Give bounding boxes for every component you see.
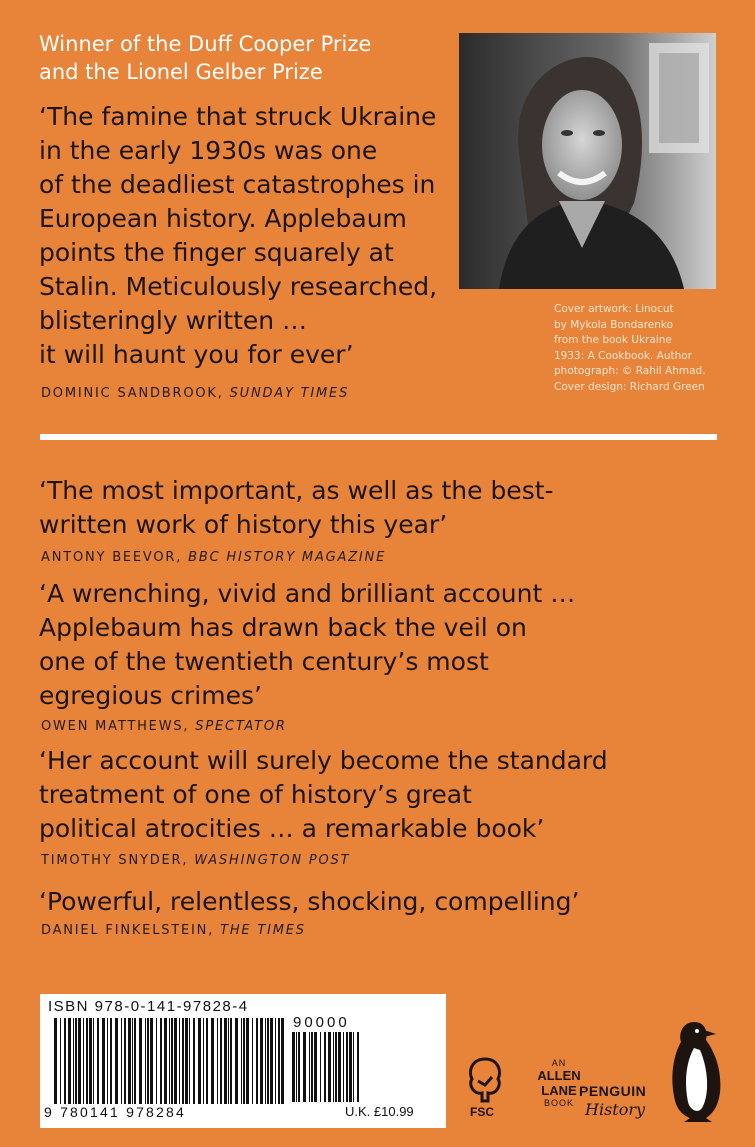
barcode-bar bbox=[320, 1032, 321, 1102]
barcode-bar bbox=[54, 1018, 57, 1104]
barcode-bar bbox=[93, 1018, 94, 1104]
barcode-bar bbox=[324, 1032, 326, 1102]
attribution-author: TIMOTHY SNYDER, bbox=[41, 853, 189, 868]
barcode-bar bbox=[217, 1018, 218, 1104]
section-divider bbox=[40, 434, 717, 440]
barcode-bar bbox=[296, 1032, 297, 1102]
quote-line: ‘A wrenching, vivid and brilliant account … bbox=[39, 579, 576, 608]
quote-attribution-5 bbox=[41, 923, 306, 938]
attribution-source: BBC HISTORY MAGAZINE bbox=[188, 550, 387, 565]
barcode-bar bbox=[246, 1018, 249, 1104]
quote-line: Applebaum has drawn back the veil on bbox=[39, 613, 527, 642]
quote-line: blisteringly written … bbox=[39, 306, 308, 335]
quote-line: it will haunt you for ever’ bbox=[39, 340, 354, 369]
award-heading bbox=[39, 30, 449, 86]
barcode-bar bbox=[278, 1018, 280, 1104]
barcode-bar bbox=[128, 1018, 131, 1104]
barcode-bar bbox=[86, 1018, 88, 1104]
barcode-bar bbox=[64, 1018, 66, 1104]
review-quote-5 bbox=[39, 885, 579, 919]
barcode-bar bbox=[150, 1018, 153, 1104]
barcode-bar bbox=[346, 1032, 348, 1102]
quote-line: written work of history this year’ bbox=[39, 510, 448, 539]
quote-line: treatment of one of history’s great bbox=[39, 780, 472, 809]
barcode-bar bbox=[124, 1018, 126, 1104]
award-line: Winner of the Duff Cooper Prize bbox=[39, 32, 372, 56]
barcode-bar bbox=[89, 1018, 92, 1104]
quote-line: in the early 1930s was one bbox=[39, 136, 378, 165]
award-line: and the Lionel Gelber Prize bbox=[39, 60, 323, 84]
quote-line: ‘The famine that struck Ukraine bbox=[39, 102, 437, 131]
barcode-bar bbox=[164, 1018, 167, 1104]
barcode-bar bbox=[206, 1018, 208, 1104]
allen-lane-an: AN bbox=[551, 1058, 567, 1068]
credit-line: Cover design: Richard Green bbox=[554, 380, 705, 393]
attribution-source: SPECTATOR bbox=[195, 719, 287, 734]
barcode-bar bbox=[338, 1032, 341, 1102]
price-label: U.K. £10.99 bbox=[345, 1104, 414, 1119]
main-barcode-icon bbox=[54, 1018, 286, 1104]
barcode-bar bbox=[298, 1032, 300, 1102]
barcode-bar bbox=[179, 1018, 180, 1104]
attribution-source: THE TIMES bbox=[220, 923, 306, 938]
barcode-panel bbox=[40, 994, 446, 1128]
barcode-bar bbox=[189, 1018, 190, 1104]
history-wordmark: History bbox=[585, 1100, 646, 1119]
barcode-bar bbox=[303, 1032, 306, 1102]
barcode-bar bbox=[193, 1018, 195, 1104]
isbn-label: ISBN 978-0-141-97828-4 bbox=[48, 998, 249, 1015]
author-photo-image bbox=[459, 33, 716, 289]
barcode-bar bbox=[275, 1018, 276, 1104]
barcode-bar bbox=[68, 1018, 71, 1104]
barcode-bar bbox=[243, 1018, 245, 1104]
barcode-bar bbox=[267, 1018, 269, 1104]
allen-lane-book: BOOK bbox=[543, 1098, 574, 1108]
quote-line: egregious crimes’ bbox=[39, 681, 262, 710]
barcode-bar bbox=[73, 1018, 74, 1104]
barcode-bar bbox=[270, 1018, 273, 1104]
barcode-bar bbox=[311, 1032, 313, 1102]
attribution-author: OWEN MATTHEWS, bbox=[41, 719, 190, 734]
barcode-bar bbox=[147, 1018, 149, 1104]
barcode-bar bbox=[83, 1018, 84, 1104]
barcode-bar bbox=[357, 1032, 359, 1102]
attribution-source: WASHINGTON POST bbox=[194, 853, 351, 868]
barcode-bar bbox=[256, 1018, 258, 1104]
quote-line: ‘Her account will surely become the standard bbox=[39, 746, 608, 775]
fsc-label: FSC bbox=[470, 1105, 494, 1119]
barcode-bar bbox=[343, 1032, 344, 1102]
barcode-digits: 9 780141 978284 bbox=[44, 1104, 186, 1120]
barcode-bar bbox=[60, 1018, 61, 1104]
barcode-bar bbox=[110, 1018, 112, 1104]
barcode-bar bbox=[107, 1018, 108, 1104]
barcode-bar bbox=[314, 1032, 317, 1102]
barcode-bar bbox=[309, 1032, 310, 1102]
barcode-bar bbox=[260, 1018, 263, 1104]
barcode-bar bbox=[292, 1032, 295, 1102]
price-code: 90000 bbox=[293, 1014, 350, 1031]
credit-line: from the book Ukraine bbox=[554, 334, 672, 347]
barcode-bar bbox=[198, 1018, 201, 1104]
barcode-bar bbox=[160, 1018, 162, 1104]
credit-line: by Mykola Bondarenko bbox=[554, 318, 674, 331]
barcode-bar bbox=[252, 1018, 253, 1104]
credit-line: photograph: © Rahil Ahmad. bbox=[554, 365, 706, 378]
barcode-bar bbox=[169, 1018, 170, 1104]
barcode-bar bbox=[121, 1018, 122, 1104]
barcode-bar bbox=[281, 1018, 284, 1104]
barcode-bar bbox=[335, 1032, 337, 1102]
barcode-bar bbox=[102, 1018, 105, 1104]
barcode-bar bbox=[97, 1018, 99, 1104]
barcode-bar bbox=[211, 1018, 214, 1104]
addon-barcode-icon bbox=[292, 1032, 364, 1102]
penguin-icon bbox=[664, 1018, 730, 1124]
barcode-bar bbox=[75, 1018, 77, 1104]
review-quote-2 bbox=[39, 474, 554, 542]
credit-line: Cover artwork: Linocut bbox=[554, 303, 674, 315]
barcode-bar bbox=[353, 1032, 354, 1102]
review-quote-4 bbox=[39, 744, 608, 846]
barcode-bar bbox=[156, 1018, 157, 1104]
quote-line: ‘The most important, as well as the best- bbox=[39, 476, 554, 505]
barcode-bar bbox=[220, 1018, 222, 1104]
barcode-bar bbox=[235, 1018, 238, 1104]
barcode-bar bbox=[182, 1018, 184, 1104]
barcode-bar bbox=[265, 1018, 266, 1104]
barcode-bar bbox=[185, 1018, 188, 1104]
allen-lane-allen: ALLEN bbox=[537, 1068, 581, 1083]
barcode-bar bbox=[139, 1018, 142, 1104]
quote-attribution-2 bbox=[41, 550, 386, 565]
quote-line: Stalin. Meticulously researched, bbox=[39, 272, 438, 301]
barcode-bar bbox=[349, 1032, 352, 1102]
fsc-tree-icon bbox=[462, 1055, 508, 1103]
allen-lane-lane: LANE bbox=[541, 1083, 577, 1098]
barcode-bar bbox=[174, 1018, 177, 1104]
barcode-bar bbox=[241, 1018, 242, 1104]
barcode-bar bbox=[333, 1032, 334, 1102]
barcode-bar bbox=[203, 1018, 204, 1104]
credit-line: 1933: A Cookbook. Author bbox=[554, 349, 692, 362]
barcode-bar bbox=[132, 1018, 133, 1104]
quote-line: one of the twentieth century’s most bbox=[39, 647, 489, 676]
quote-line: points the finger squarely at bbox=[39, 238, 394, 267]
barcode-bar bbox=[115, 1018, 118, 1104]
barcode-bar bbox=[328, 1032, 331, 1102]
review-quote-1 bbox=[39, 100, 437, 372]
penguin-wordmark: PENGUIN bbox=[579, 1083, 647, 1099]
review-quote-3 bbox=[39, 577, 575, 713]
quote-attribution-1 bbox=[41, 386, 349, 401]
quote-attribution-4 bbox=[41, 853, 350, 868]
barcode-bar bbox=[134, 1018, 136, 1104]
attribution-author: DOMINIC SANDBROOK, bbox=[41, 386, 224, 401]
barcode-bar bbox=[78, 1018, 81, 1104]
quote-line: European history. Applebaum bbox=[39, 204, 407, 233]
barcode-bar bbox=[228, 1018, 229, 1104]
attribution-author: ANTONY BEEVOR, bbox=[41, 550, 183, 565]
attribution-source: SUNDAY TIMES bbox=[229, 386, 350, 401]
quote-attribution-3 bbox=[41, 719, 287, 734]
quote-line: of the deadliest catastrophes in bbox=[39, 170, 436, 199]
barcode-bar bbox=[171, 1018, 173, 1104]
barcode-bar bbox=[145, 1018, 146, 1104]
barcode-bar bbox=[224, 1018, 227, 1104]
author-photo bbox=[459, 33, 716, 289]
cover-credits bbox=[554, 302, 724, 396]
barcode-bar bbox=[230, 1018, 232, 1104]
quote-line: political atrocities … a remarkable book’ bbox=[39, 814, 545, 843]
attribution-author: DANIEL FINKELSTEIN, bbox=[41, 923, 215, 938]
quote-line: ‘Powerful, relentless, shocking, compelling’ bbox=[39, 887, 580, 916]
